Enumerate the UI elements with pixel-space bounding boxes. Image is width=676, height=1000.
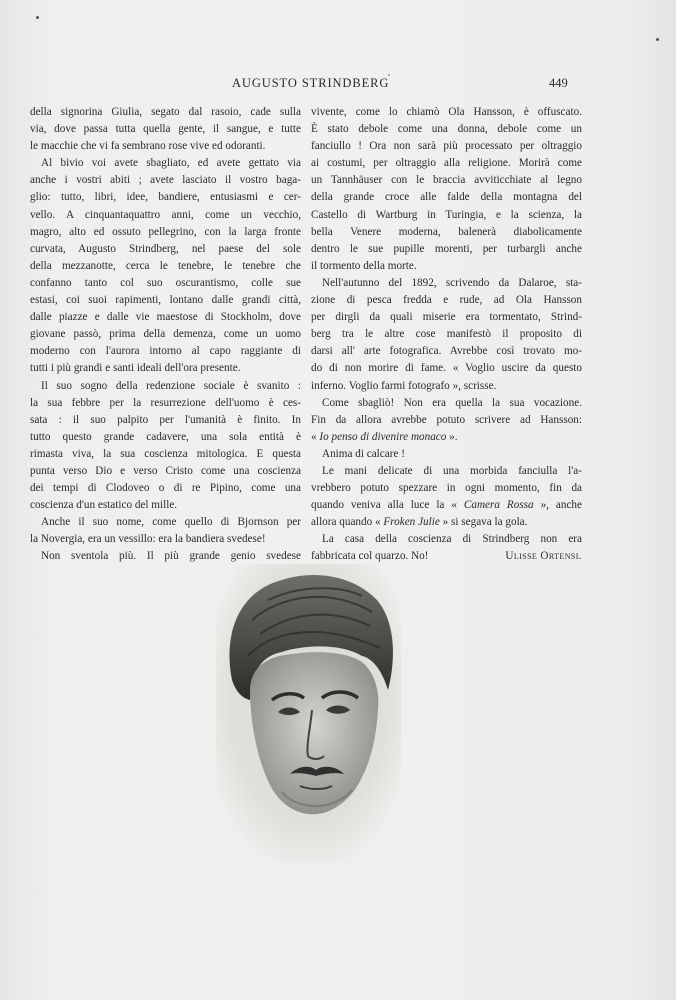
text-line: coscienza d'un estatico del mille. xyxy=(30,499,178,512)
right-column-upper xyxy=(311,104,582,429)
text-line: curvata, Augusto Strindberg, nel paese del sole xyxy=(30,242,301,255)
text-line: vello. A cinquantaquattro anni, come un vecchio, xyxy=(30,208,301,221)
text-line: della grande croce alle falde della montagna del xyxy=(311,191,582,204)
text-line: berg tra le altre cose manifestò il proposito di xyxy=(311,328,582,341)
text-line: Il suo sogno della redenzione sociale è svanito : xyxy=(41,379,301,392)
text-line: punta verso Dio e verso Cristo come una coscienza xyxy=(30,464,301,477)
text-line: la Novergia, era un vessillo: era la bandiera svedese! xyxy=(30,533,266,546)
text-line: darsi all' arte fotografica. Avrebbe così trovato mo- xyxy=(311,345,582,358)
right-text-column xyxy=(311,104,582,566)
text-line: do di non morire di fame. « Voglio uscire da questo xyxy=(311,362,582,375)
text-line: magro, alto ed ossuto pellegrino, con la larga fronte xyxy=(30,225,301,238)
text-line: giovane passò, prima della demenza, come un uomo xyxy=(30,328,301,341)
running-header xyxy=(0,76,676,96)
text-line: zione di pesca fredda e rude, ad Ola Hansson xyxy=(311,294,582,307)
text-line: dentro le sue pupille morenti, per turbargli anche xyxy=(311,242,582,255)
text-line: Nell'autunno del 1892, scrivendo da Dalaroe, sta- xyxy=(322,276,582,289)
text-line: anche i vostri abiti ; avete lasciato il vostro baga- xyxy=(30,174,301,187)
running-title: AUGUSTO STRINDBERG xyxy=(232,76,390,90)
text-line: un Tannhäuser con le braccia avviticchiate al legno xyxy=(311,174,582,187)
text-line: Al bivio voi avete sbagliato, ed avete gettato via xyxy=(41,157,301,170)
author-signature: Ulisse Ortensi. xyxy=(505,550,582,563)
text-line: Fin da allora avrebbe potuto scrivere ad Hansson: xyxy=(311,413,582,426)
text-line: della mezzanotte, cerca le tenebre, le tenebre che xyxy=(30,259,301,272)
left-text-column xyxy=(30,104,301,566)
text-line: fanciullo ! Ora non sarà più processato per oltraggio xyxy=(311,140,582,153)
text-line: Come sbagliò! Non era quella la sua vocazione. xyxy=(322,396,582,409)
text-line: inferno. Voglio farmi fotografo », scrisse. xyxy=(311,379,497,392)
text-line: Non sventola più. Il più grande genio svedese xyxy=(41,550,301,563)
strindberg-portrait-sketch xyxy=(212,560,405,867)
text-line: Anche il suo nome, come quello di Bjornson per xyxy=(41,516,301,529)
text-line: È stato debole come una donna, debole come un xyxy=(311,123,582,136)
text-line: via, dove passa tutta quella gente, il sangue, e tutte xyxy=(30,123,301,136)
camera-rossa-line: quando veniva alla luce la « Camera Rossa », anche xyxy=(311,499,582,512)
text-line: il tormento della morte. xyxy=(311,259,417,272)
closing-line: La casa della coscienza di Strindberg non era xyxy=(322,533,582,546)
page-number: 449 xyxy=(549,76,568,90)
text-line: estasi, coi suoi rapimenti, lontano dalle grandi città, xyxy=(30,294,301,307)
text-line: tutti i più grandi e santi ideali dell'ora presente. xyxy=(30,362,241,375)
paper-speck xyxy=(656,38,659,41)
text-line: sata : il suo palpito per l'umanità è finito. In xyxy=(30,413,301,426)
signature-line: fabbricata col quarzo. No! Ulisse Ortensi. xyxy=(311,548,582,565)
text-line: Le mani delicate di una morbida fanciulla l'a- xyxy=(322,464,582,477)
text-line: dei tempi di Clodoveo o di re Pipino, come una xyxy=(30,482,301,495)
text-line: bella Venere moderna, balenerà diabolicamente xyxy=(311,225,582,238)
paper-speck xyxy=(36,16,39,19)
text-line: Anima di calcare ! xyxy=(322,447,405,460)
text-line: ai costumi, per oltraggio alla religione. Morirà come xyxy=(311,157,582,170)
text-line: rimasta viva, la sua coscienza mitologica. E questa xyxy=(30,447,301,460)
right-column-lower xyxy=(311,446,582,497)
text-line: la sua febbre per la resurrezione dell'uomo è ces- xyxy=(30,396,301,409)
text-line: della signorina Giulia, segato dal rasoio, cade sulla xyxy=(30,106,301,118)
text-line: confanno tanto col suo oscurantismo, colle sue xyxy=(30,276,301,289)
text-line: per dirgli da quali miserie era tormentato, Strind- xyxy=(311,311,582,324)
text-line: le macchie che vi fa sembrano rose vive ed odoranti. xyxy=(30,140,266,153)
text-line: dalle piazze e dalle vie maestose di Stockholm, dove xyxy=(30,311,301,324)
froken-julie-line: allora quando « Froken Julie » si segava la gola. xyxy=(311,516,528,529)
text-line: vivente, come lo chiamò Ola Hansson, è offuscato. xyxy=(311,106,582,118)
quote-line: « Io penso di divenire monaco ». xyxy=(311,430,458,443)
text-line: moderno con l'aurora intorno al capo raggiante di xyxy=(30,345,301,358)
text-line: tutto questo grande cadavere, una sola entità è xyxy=(30,430,301,443)
text-line: Castello di Wartburg in Turingia, e la scienza, la xyxy=(311,208,582,221)
text-line: vrebbero potuto spezzare in ogni momento, fin da xyxy=(311,482,582,495)
text-line: glio: tutto, libri, idee, bandiere, entusiasmi e cer- xyxy=(30,191,301,204)
